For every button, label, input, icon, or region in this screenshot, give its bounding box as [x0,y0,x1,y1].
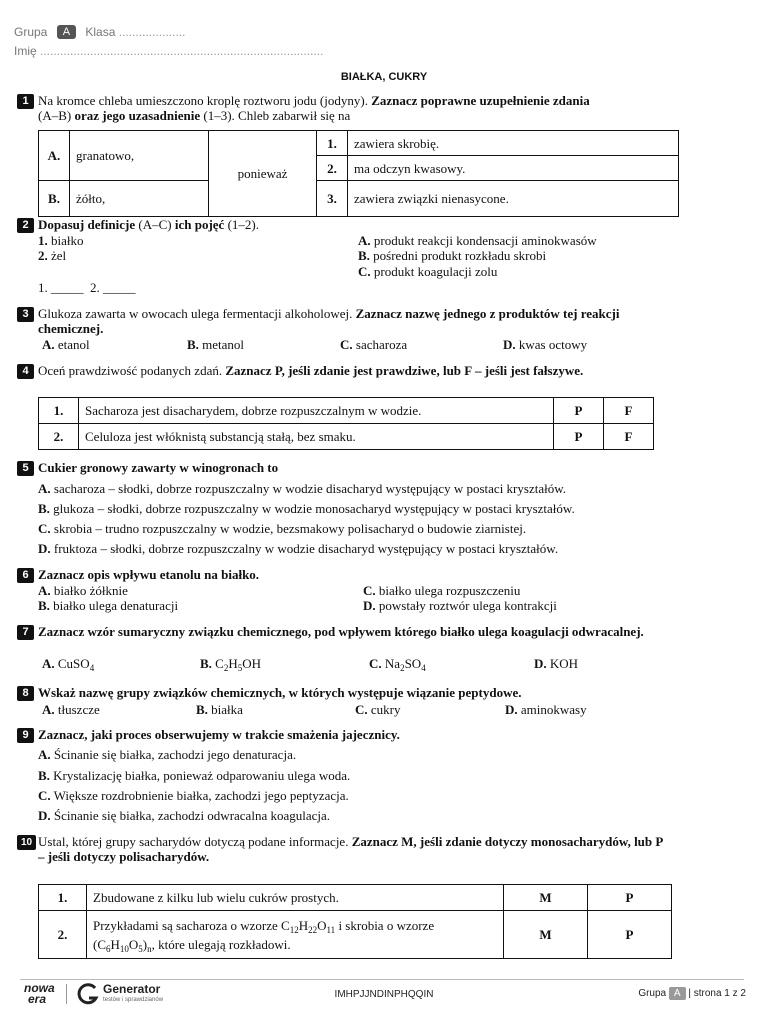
reason-3-num[interactable]: 3. [317,181,348,217]
question-number: 6 [17,568,34,583]
row-number: 1. [39,885,87,911]
question-10-table [38,884,672,959]
term-1: 1. białko [38,233,84,248]
name-field[interactable]: ..................................................................................... [40,44,324,58]
name-label: Imię [14,44,37,58]
generator-name: Generator [103,982,161,996]
question-1-text: Na kromce chleba umieszczono kroplę roztworu jodu (jodyny). Zaznacz poprawne uzupełnienie zdania (A–B) oraz jego uzasadnienie (1–3). Chleb zabarwił się na [38,93,590,123]
option-a[interactable]: A. etanol [42,337,90,352]
true-option[interactable]: P [554,398,604,424]
row-number: 1. [39,398,79,424]
row-number: 2. [39,911,87,959]
question-number: 7 [17,625,34,640]
option-c[interactable]: C. sacharoza [340,337,408,352]
option-b[interactable]: B. metanol [187,337,245,352]
question-4-text: Oceń prawdziwość podanych zdań. Zaznacz P, jeśli zdanie jest prawdziwe, lub F – jeśli jest fałszywe. [38,363,584,378]
question-number: 2 [17,218,34,233]
question-3-text: Glukoza zawarta w owocach ulega fermentacji alkoholowej. Zaznacz nazwę jednego z produktów tej reakcji chemicznej. [38,306,620,336]
poly-option[interactable]: P [588,885,672,911]
option-b[interactable]: B. białka [196,702,243,717]
answer-line[interactable]: 1. _____ 2. _____ [38,280,136,295]
question-10-text: Ustal, której grupy sacharydów dotyczą podane informacje. Zaznacz M, jeśli zdanie dotyczy monosacharydów, lub P – jeśli dotyczy polisacharydów. [38,834,663,864]
option-d[interactable]: D. Ścinanie się białka, zachodzi odwracalna koagulacja. [38,808,331,823]
option-a-text[interactable]: granatowo, [70,131,209,181]
question-7-text: Zaznacz wzór sumaryczny związku chemicznego, pod wpływem którego białko ulega koagulacji odwracalnej. [38,624,644,639]
option-b[interactable]: B. $C_2H_5OH$ [200,656,262,673]
reason-1-text[interactable]: zawiera skrobię. [348,131,679,156]
question-8-text: Wskaż nazwę grupy związków chemicznych, w których występuje wiązanie peptydowe. [38,685,522,700]
question-6-text: Zaznacz opis wpływu etanolu na białko. [38,567,260,582]
nowa-era-logo: nowa era [24,981,55,1006]
option-d[interactable]: D. aminokwasy [505,702,587,717]
option-b[interactable]: B. białko ulega denaturacji [38,598,179,613]
mono-option[interactable]: M [504,885,588,911]
reason-2-num[interactable]: 2. [317,156,348,181]
question-4-table [38,397,654,450]
poly-option[interactable]: P [588,911,672,959]
class-label: Klasa [85,25,116,39]
statement-text: Celuloza jest włóknistą substancją stałą, bez smaku. [79,424,554,450]
group-badge: A [669,987,686,1000]
option-c[interactable]: C. białko ulega rozpuszczeniu [363,583,521,598]
definition-b: B. pośredni produkt rozkładu skrobi [358,248,547,263]
row-number: 2. [39,424,79,450]
statement-text: Sacharoza jest disacharydem, dobrze rozpuszczalnym w wodzie. [79,398,554,424]
question-number: 1 [17,94,34,109]
question-9-text: Zaznacz, jaki proces obserwujemy w trakcie smażenia jajecznicy. [38,727,400,742]
option-b[interactable]: B. Krystalizację białka, ponieważ odparowaniu ulega woda. [38,768,351,783]
option-d[interactable]: D. powstały roztwór ulega kontrakcji [363,598,557,613]
false-option[interactable]: F [604,424,654,450]
question-5-text: Cukier gronowy zawarty w winogronach to [38,460,279,475]
option-a[interactable]: A. tłuszcze [42,702,100,717]
footer-divider [20,979,744,980]
option-a-letter[interactable]: A. [39,131,70,181]
option-b[interactable]: B. glukoza – słodki, dobrze rozpuszczalny w wodzie monosacharyd występujący w postaci kryształów. [38,501,575,516]
option-c[interactable]: C. Większe rozdrobnienie białka, zachodzi jego peptyzacja. [38,788,349,803]
option-a[interactable]: A. białko żółknie [38,583,128,598]
false-option[interactable]: F [604,398,654,424]
header-group-line [14,25,185,40]
group-badge: A [57,25,76,39]
question-number: 3 [17,307,34,322]
question-1-table [38,130,679,217]
option-b-text[interactable]: żółto, [70,181,209,217]
option-d[interactable]: D. kwas octowy [503,337,588,352]
option-a[interactable]: A. CuSO$_4$ [42,656,95,673]
option-a[interactable]: A. sacharoza – słodki, dobrze rozpuszczalny w wodzie disacharyd występujący w postaci kryształów. [38,481,567,496]
statement-text: Przykładami są sacharoza o wzorze $C_{12}H_{22}O_{11}$ i skrobia o wzorze $(C_6H_{10}O_5)_n$, które ulegają rozkładowi. [87,911,504,959]
true-option[interactable]: P [554,424,604,450]
question-number: 8 [17,686,34,701]
question-number: 4 [17,364,34,379]
because-cell: ponieważ [209,131,317,217]
option-d[interactable]: D. fruktoza – słodki, dobrze rozpuszczalny w wodzie disacharyd występujący w postaci kryształów. [38,541,559,556]
definition-a: A. produkt reakcji kondensacji aminokwasów [358,233,597,248]
generator-subtitle: testów i sprawdzianów [103,997,164,1003]
option-c[interactable]: C. skrobia – trudno rozpuszczalny w wodzie, bezsmakowy polisacharyd o budowie ziarnistej. [38,521,527,536]
term-2: 2. żel [38,248,67,263]
mono-option[interactable]: M [504,911,588,959]
question-number: 5 [17,461,34,476]
question-number: 9 [17,728,34,743]
question-number: 10 [17,835,36,850]
option-c[interactable]: C. cukry [355,702,401,717]
header-name-line [14,44,323,59]
reason-3-text[interactable]: zawiera związki nienasycone. [348,181,679,217]
question-2-text: Dopasuj definicje (A–C) ich pojęć (1–2). [38,217,259,232]
test-code: IMHPJJNDINPHQQIN [334,989,434,1000]
group-label: Grupa [14,25,48,39]
statement-text: Zbudowane z kilku lub wielu cukrów prostych. [87,885,504,911]
option-b-letter[interactable]: B. [39,181,70,217]
option-c[interactable]: C. $Na_2SO_4$ [369,656,426,673]
page-info: Grupa A | strona 1 z 2 [638,988,746,999]
option-a[interactable]: A. Ścinanie się białka, zachodzi jego denaturacja. [38,747,297,762]
definition-c: C. produkt koagulacji zolu [358,264,498,279]
option-d[interactable]: D. KOH [534,656,579,671]
reason-1-num[interactable]: 1. [317,131,348,156]
reason-2-text[interactable]: ma odczyn kwasowy. [348,156,679,181]
page-title: BIAŁKA, CUKRY [340,71,428,83]
class-field[interactable]: .................... [118,25,186,39]
